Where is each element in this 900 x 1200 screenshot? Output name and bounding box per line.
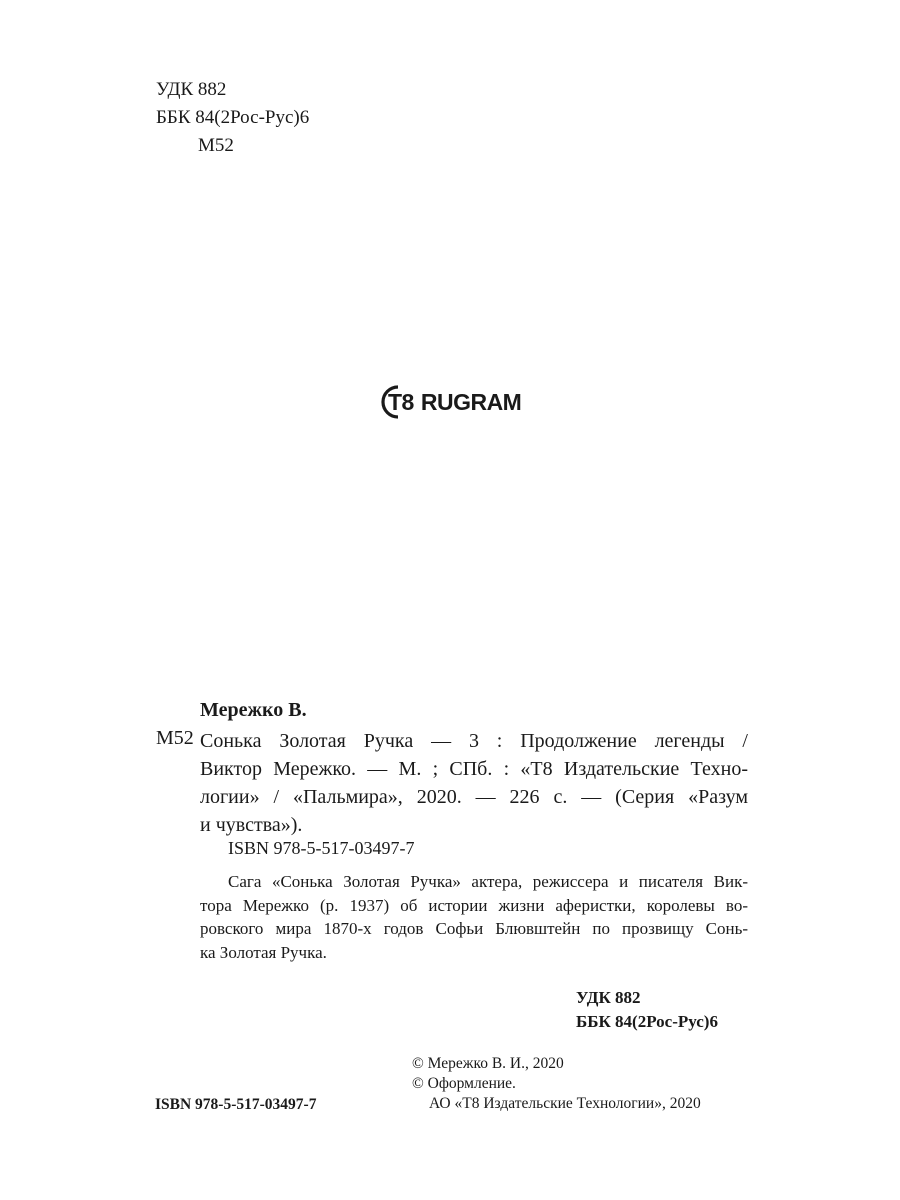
- record-line: и чувства»).: [200, 814, 303, 836]
- logo-mark: T8: [388, 388, 414, 415]
- copyright-author: © Мережко В. И., 2020: [412, 1055, 564, 1072]
- bottom-udk-code: УДК 882: [576, 988, 641, 1007]
- record-description: [200, 727, 748, 839]
- annotation-line: тора Мережко (р. 1937) об истории жизни аферистки, королевы во-: [200, 895, 748, 915]
- copyright-block: [412, 1054, 701, 1114]
- record-author: Мережко В.: [200, 699, 307, 721]
- bottom-classification-codes: [576, 986, 718, 1034]
- annotation-line: ка Золотая Ручка.: [200, 942, 327, 962]
- logo-name: RUGRAM: [420, 388, 522, 415]
- record-line: Виктор Мережко. — М. ; СПб. : «Т8 Издательские Техно-: [200, 758, 748, 780]
- annotation: [200, 870, 748, 964]
- top-author-mark: М52: [198, 135, 234, 156]
- top-classification-codes: [156, 76, 309, 160]
- top-bbk-code: ББК 84(2Рос-Рус)6: [156, 107, 310, 128]
- bottom-isbn: ISBN 978-5-517-03497-7: [155, 1096, 317, 1113]
- record-author-mark: М52: [156, 727, 194, 749]
- publisher-logo: [378, 384, 521, 420]
- annotation-line: ровского мира 1870-х годов Софьи Блювштейн по прозвищу Сонь-: [200, 919, 748, 938]
- record-line: Сонька Золотая Ручка — 3 : Продолжение легенды /: [200, 730, 748, 752]
- annotation-line: Сага «Сонька Золотая Ручка» актера, режиссера и писателя Вик-: [228, 872, 748, 891]
- record-line: логии» / «Пальмира», 2020. — 226 с. — (Серия «Разум: [200, 786, 748, 808]
- copyright-publisher: АО «Т8 Издательские Технологии», 2020: [429, 1095, 701, 1112]
- bottom-bbk-code: ББК 84(2Рос-Рус)6: [576, 1012, 718, 1031]
- copyright-design: © Оформление.: [412, 1075, 516, 1092]
- top-udk-code: УДК 882: [156, 79, 227, 100]
- record-isbn: ISBN 978-5-517-03497-7: [228, 838, 415, 858]
